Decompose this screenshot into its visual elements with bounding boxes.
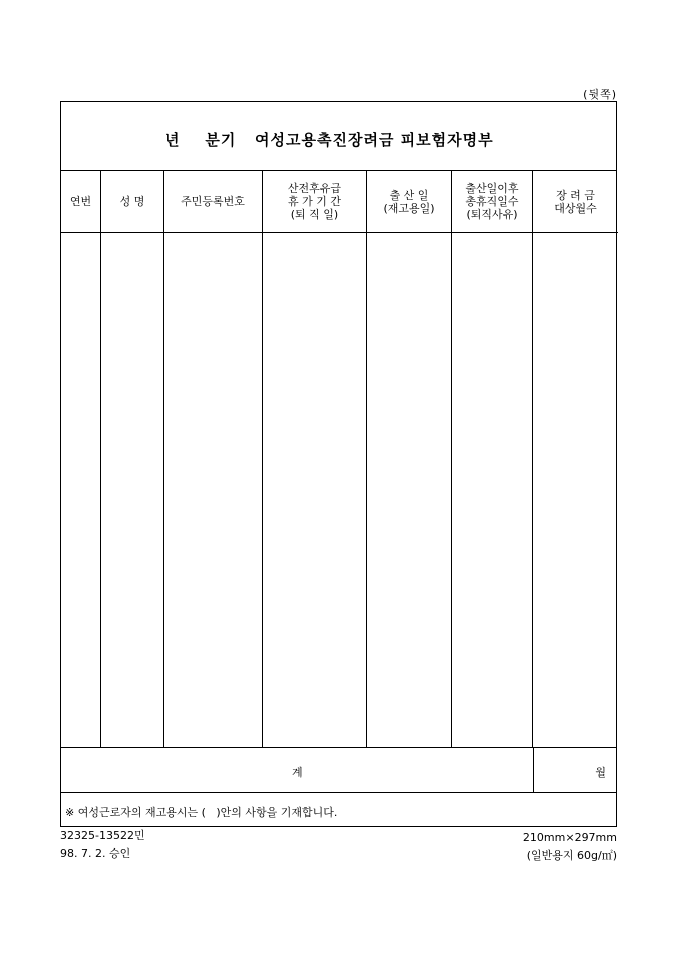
paper-type: (일반용지 60g/㎡) xyxy=(526,849,617,862)
column-name xyxy=(101,171,164,747)
header-birth-date xyxy=(367,171,451,233)
footer-right xyxy=(523,829,617,865)
column-resident-registration-number xyxy=(164,171,263,747)
header-resident-registration-number xyxy=(164,171,262,233)
rehire-note: ※ 여성근로자의 재고용시는 ( )안의 사항을 기재합니다. xyxy=(65,806,338,819)
header-birth-date-line-1: 출 산 일 xyxy=(389,188,429,202)
header-total-leave-line-3: (퇴직사유) xyxy=(466,208,518,221)
column-total-leave-days xyxy=(452,171,533,747)
title-row xyxy=(61,102,616,171)
page-side-label: (뒷쪽) xyxy=(583,88,617,101)
total-divider xyxy=(533,748,534,792)
total-label: 계 xyxy=(292,766,303,779)
header-maternity-leave-line-3: (퇴 직 일) xyxy=(290,208,339,221)
header-incentive-months xyxy=(533,171,618,233)
column-maternity-leave-period xyxy=(263,171,367,747)
column-serial-number xyxy=(61,171,101,747)
header-total-leave-days xyxy=(452,171,532,233)
header-incentive-line-1: 장 려 금 xyxy=(556,188,595,202)
register-table xyxy=(61,171,616,747)
approval-date: 98. 7. 2. 승인 xyxy=(60,847,131,860)
header-serial-number-line-1: 연번 xyxy=(69,195,92,208)
column-birth-date xyxy=(367,171,452,747)
total-row xyxy=(61,747,616,793)
total-unit: 월 xyxy=(595,766,606,779)
header-total-leave-line-1: 출산일이후 xyxy=(465,182,519,195)
header-name xyxy=(101,171,163,233)
header-resident-number-line-1: 주민등록번호 xyxy=(181,195,245,208)
form-title: 년 분기 여성고용촉진장려금 피보험자명부 xyxy=(165,131,494,149)
paper-size: 210mm×297mm xyxy=(522,831,617,844)
header-maternity-leave-line-2: 휴 가 기 간 xyxy=(288,195,341,208)
form-number: 32325-13522민 xyxy=(60,829,145,842)
column-incentive-months xyxy=(533,171,618,747)
header-maternity-leave-line-1: 산전후유급 xyxy=(287,182,342,195)
header-birth-date-line-2: (재고용일) xyxy=(383,201,435,215)
footer-left xyxy=(60,827,145,863)
header-incentive-line-2: 대상월수 xyxy=(554,201,597,215)
insured-register-form xyxy=(60,101,617,827)
header-maternity-leave-period xyxy=(263,171,366,233)
header-name-line-1: 성 명 xyxy=(119,195,145,208)
header-total-leave-line-2: 총휴직일수 xyxy=(465,195,519,208)
header-serial-number xyxy=(61,171,100,233)
